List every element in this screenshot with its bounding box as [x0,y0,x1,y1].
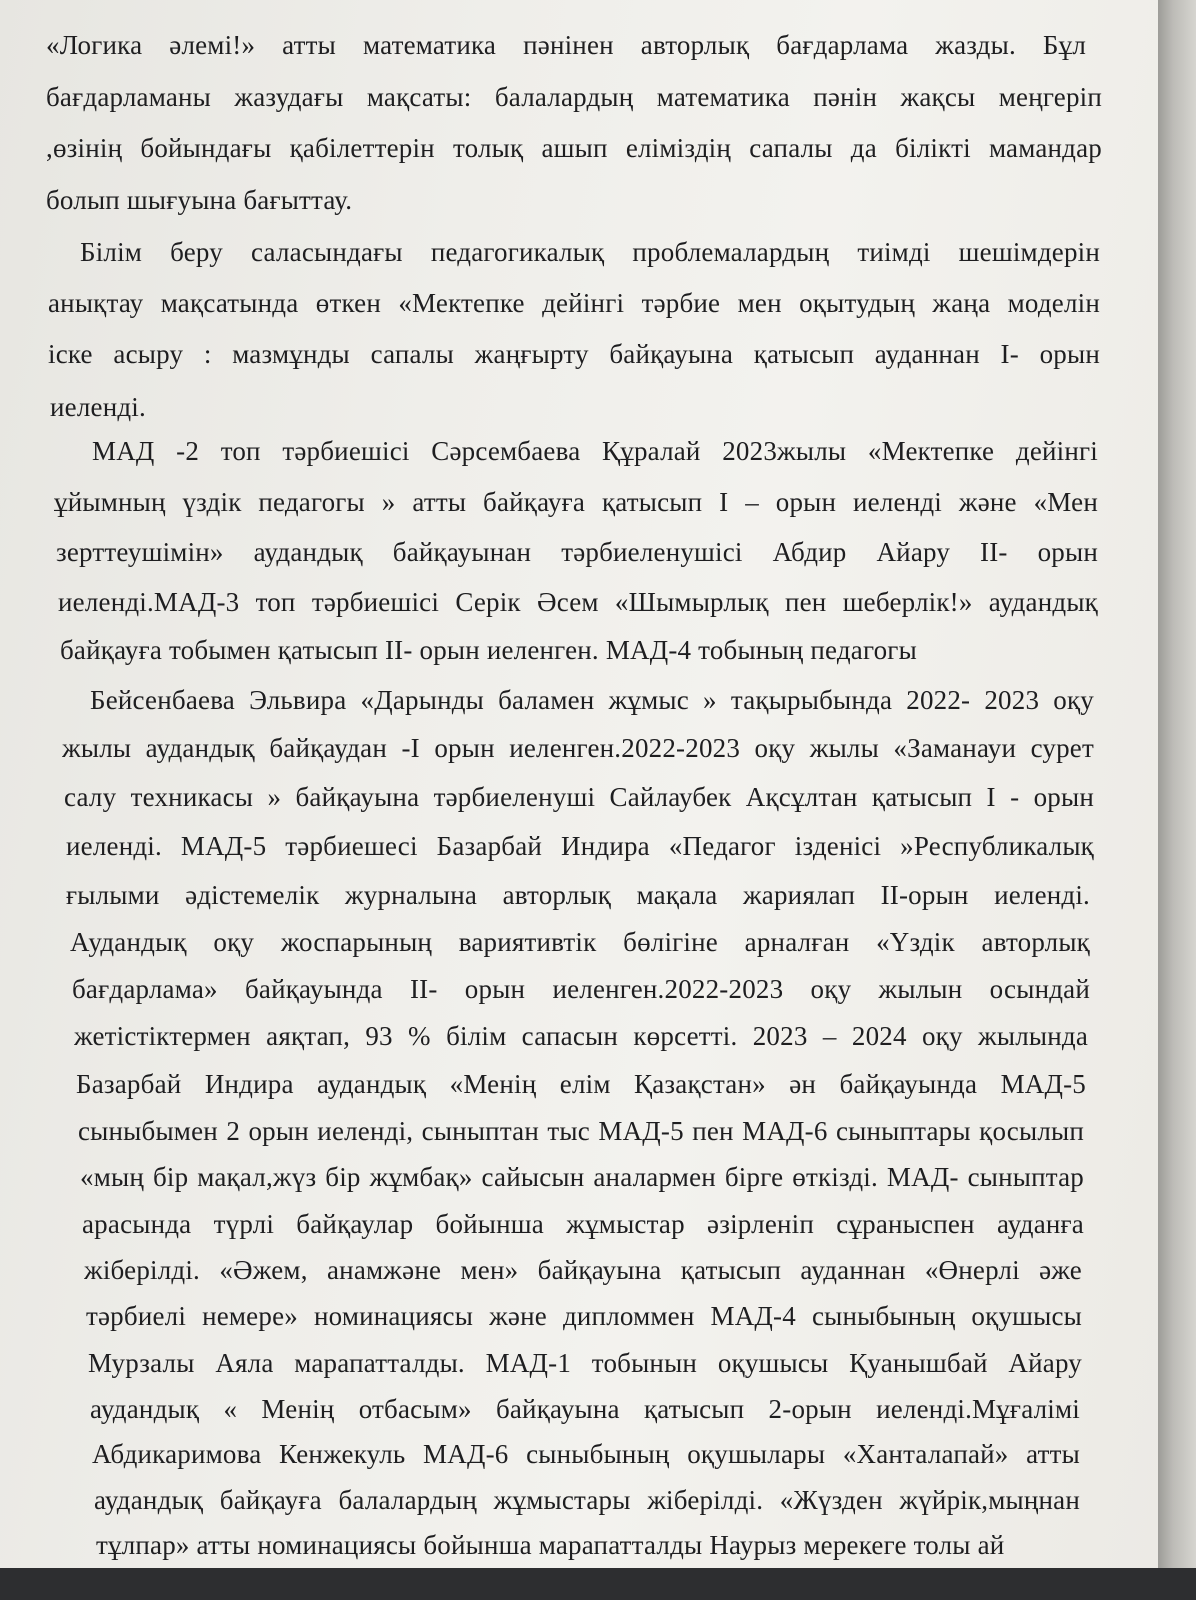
text-line-19: Аудандық оқу жоспарының вариятивтік бөлігіне арналған «Үздік авторлық [70,927,1090,957]
text-line-16: салу техникасы » байқауына тәрбиеленуші Сайлаубек Ақсұлтан қатысып І - орын [64,782,1094,812]
text-line-3: ,өзінің бойындағы қабілеттерін толық ашып еліміздің сапалы да білікті мамандар [46,133,1102,163]
text-line-1: «Логика әлемі!» атты математика пәнінен авторлық бағдарлама жазды. Бұл [46,30,1086,60]
text-line-5: Білім беру саласындағы педагогикалық проблемалардың тиімді шешімдерін [80,237,1100,267]
text-line-11: зерттеушімін» аудандық байқауынан тәрбиеленушісі Абдир Айару ІІ- орын [56,537,1098,567]
text-line-26: жіберілді. «Әжем, анамжәне мен» байқауына қатысып ауданнан «Өнерлі әже [84,1255,1082,1285]
text-line-15: жылы аудандық байқаудан -І орын иеленген.2022-2023 оқу жылы «Заманауи сурет [62,733,1094,763]
text-line-4: болып шығуына бағыттау. [46,185,353,215]
text-line-2: бағдарламаны жазудағы мақсаты: балалардың математика пәнін жақсы меңгеріп [46,82,1102,112]
text-line-12: иеленді.МАД-3 топ тәрбиешісі Серік Әсем «Шымырлық пен шеберлік!» аудандық [58,587,1098,617]
text-line-25: арасында түрлі байқаулар бойынша жұмыстар әзірленіп сұраныспен ауданға [82,1209,1084,1239]
text-line-6: анықтау мақсатында өткен «Мектепке дейінгі тәрбие мен оқытудың жаңа моделін [48,288,1100,318]
text-line-13: байқауға тобымен қатысып ІІ- орын иеленген. МАД-4 тобының педагогы [60,635,917,665]
text-line-27: тәрбиелі немере» номинациясы және дипломмен МАД-4 сыныбының оқушысы [86,1301,1082,1331]
text-line-14: Бейсенбаева Эльвира «Дарынды баламен жұмыс » тақырыбында 2022- 2023 оқу [90,685,1094,715]
text-line-31: аудандық байқауға балалардың жұмыстары жіберілді. «Жүзден жүйрік,мыңнан [94,1485,1080,1515]
screen-bottom-bezel [0,1568,1196,1600]
text-line-23: сыныбымен 2 орын иеленді, сыныптан тыс МАД-5 пен МАД-6 сыныптары қосылып [78,1116,1084,1146]
text-line-30: Абдикаримова Кенжекуль МАД-6 сыныбының оқушылары «Ханталапай» атты [92,1439,1080,1469]
text-line-24: «мың бір мақал,жүз бір жұмбақ» сайысын аналармен бірге өткізді. МАД- сыныптар [80,1162,1084,1192]
text-line-8: иеленді. [50,392,146,422]
text-line-29: аудандық « Менің отбасым» байқауына қатысып 2-орын иеленді.Мұғалімі [90,1394,1080,1424]
screen-right-edge [1158,0,1196,1568]
text-line-22: Базарбай Индира аудандық «Менің елім Қазақстан» ән байқауында МАД-5 [76,1069,1086,1099]
text-line-18: ғылыми әдістемелік журналына авторлық мақала жариялап ІІ-орын иеленді. [66,880,1090,910]
text-line-17: иеленді. МАД-5 тәрбиешесі Базарбай Индира «Педагог ізденісі »Республикалық [66,831,1094,861]
text-line-28: Мурзалы Аяла марапатталды. МАД-1 тобынын оқушысы Қуанышбай Айару [88,1348,1082,1378]
text-line-32: тұлпар» атты номинациясы бойынша марапатталды Наурыз мерекеге толы ай [96,1530,1005,1560]
text-line-21: жетістіктермен аяқтап, 93 % білім сапасын көрсетті. 2023 – 2024 оқу жылында [74,1021,1088,1051]
text-line-7: іске асыру : мазмұнды сапалы жаңғырту байқауына қатысып ауданнан І- орын [48,339,1100,369]
text-line-20: бағдарлама» байқауында ІІ- орын иеленген.2022-2023 оқу жылын осындай [72,974,1090,1004]
text-line-10: ұйымның үздік педагогы » атты байқауға қатысып І – орын иеленді және «Мен [54,487,1098,517]
text-line-9: МАД -2 топ тәрбиешісі Сәрсембаева Құралай 2023жылы «Мектепке дейінгі [92,436,1098,466]
